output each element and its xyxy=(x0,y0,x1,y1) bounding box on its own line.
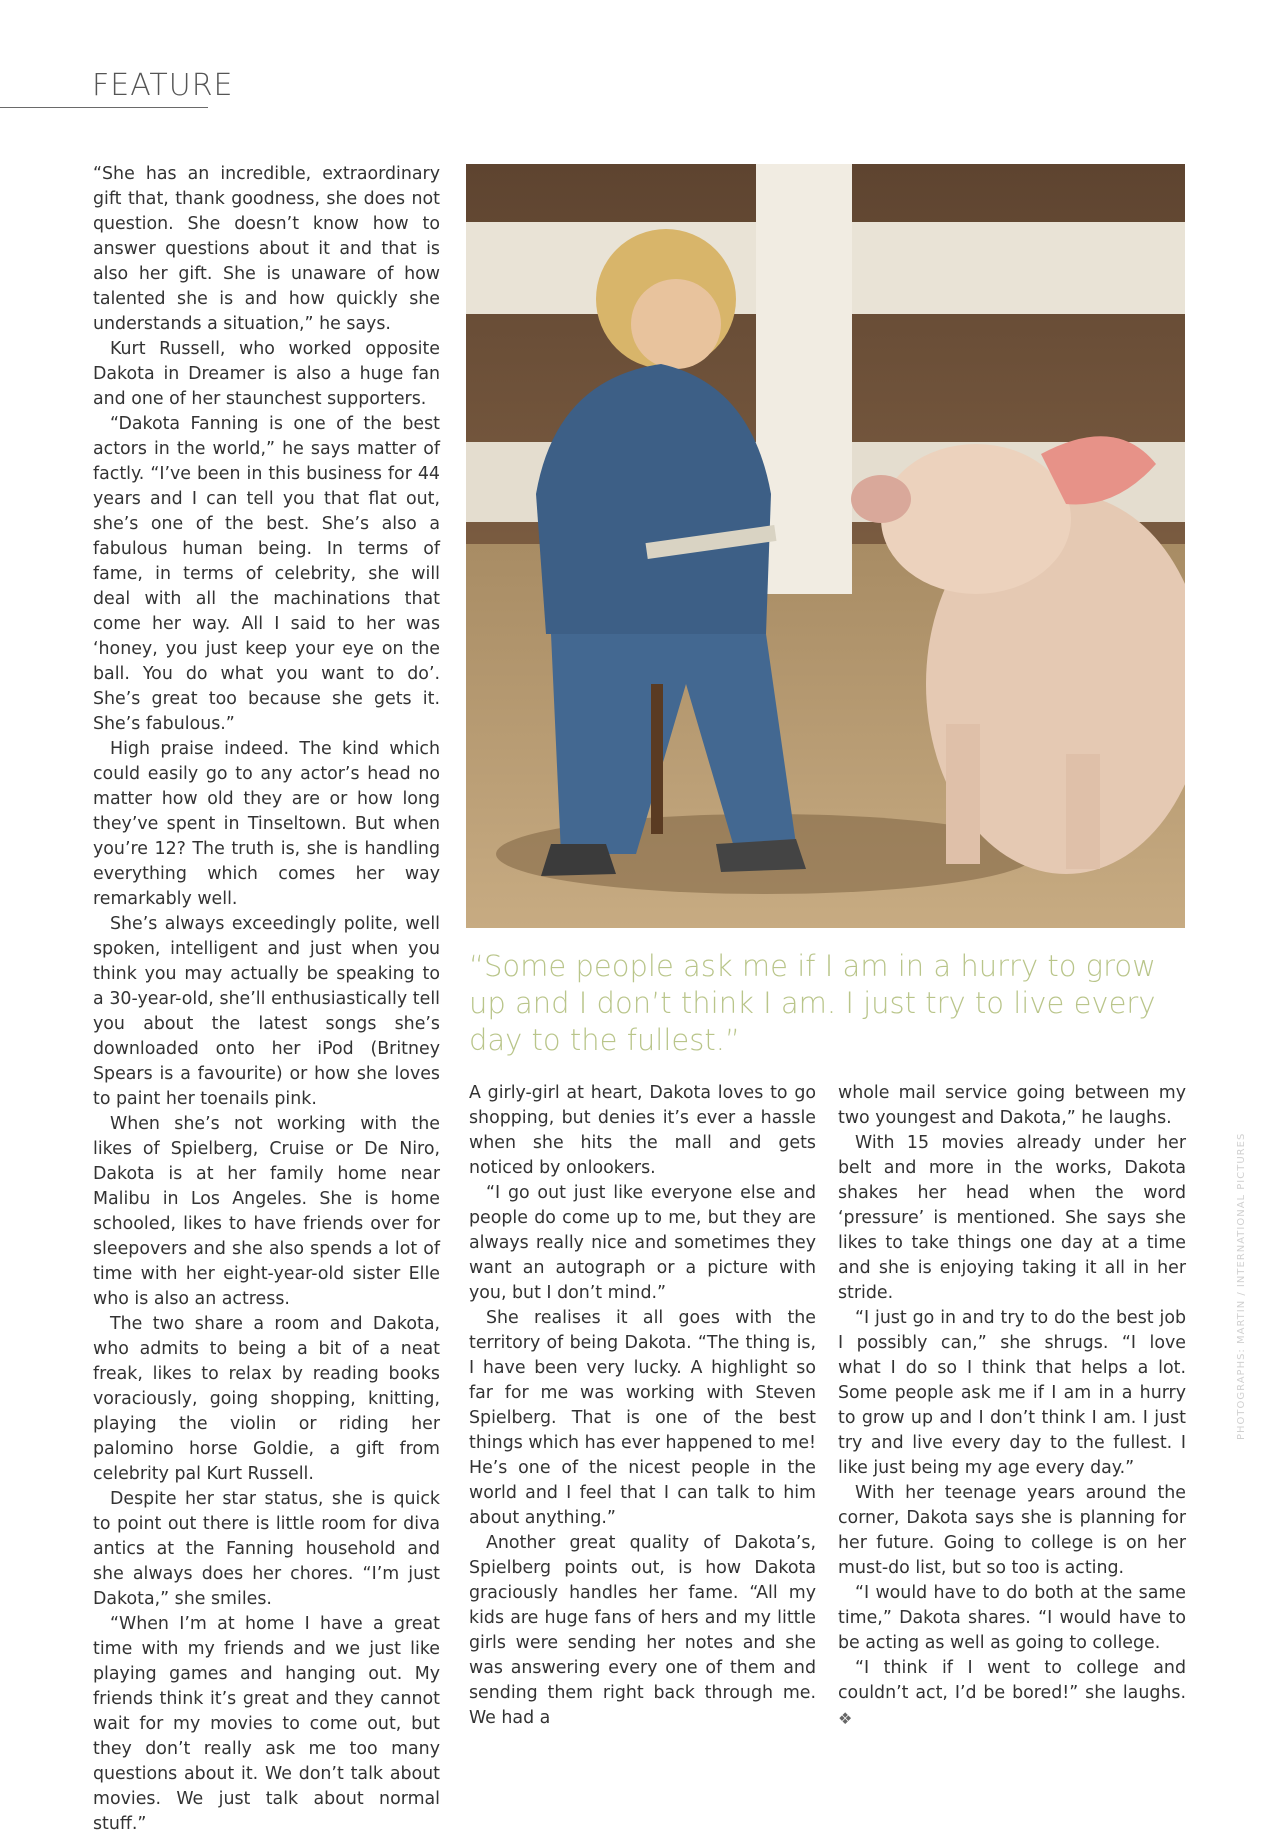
article-column-3 xyxy=(838,1081,1186,1732)
paragraph-text: “I think if I went to college and couldn’t act, I’d be bored!” she laughs. xyxy=(838,1658,1186,1703)
paragraph: With her teenage years around the corner, Dakota says she is planning for her future. Going to college is on her must-do list, but so too is acting. xyxy=(838,1483,1186,1578)
section-rule xyxy=(0,107,208,108)
paragraph: “I would have to do both at the same time,” Dakota shares. “I would have to be acting as well as going to college. xyxy=(838,1583,1186,1653)
section-label: FEATURE xyxy=(92,68,234,103)
paragraph: “Dakota Fanning is one of the best actors in the world,” he says matter of factly. “I’ve been in this business for 44 years and I can tell you that flat out, she’s one of the best. She’s also a fabulous human being. In terms of fame, in terms of celebrity, she will deal with all the machinations that come her way. All I said to her was ‘honey, you just keep your eye on the ball. You do what you want to do’. She’s great too because she gets it. She’s fabulous.” xyxy=(93,414,440,734)
article-column-2 xyxy=(469,1081,816,1731)
paragraph: Despite her star status, she is quick to point out there is little room for diva antics at the Fanning household and she always does her chores. “I’m just Dakota,” she smiles. xyxy=(93,1489,440,1609)
article-column-1 xyxy=(93,162,440,1837)
feature-photo xyxy=(466,164,1185,928)
paragraph: whole mail service going between my two youngest and Dakota,” he laughs. xyxy=(838,1083,1186,1128)
paragraph: Another great quality of Dakota’s, Spielberg points out, is how Dakota graciously handles her fame. “All my kids are huge fans of hers and my little girls were sending her notes and she was answering every one of them and sending them right back through me. We had a xyxy=(469,1533,816,1728)
paragraph: A girly-girl at heart, Dakota loves to go shopping, but denies it’s ever a hassle when she hits the mall and gets noticed by onlookers. xyxy=(469,1083,816,1178)
paragraph xyxy=(838,1656,1186,1732)
end-mark-icon: ❖ xyxy=(838,1709,853,1728)
pull-quote: “Some people ask me if I am in a hurry to grow up and I don’t think I am. I just try to live every day to the fullest.” xyxy=(469,949,1156,1057)
photo-credit: PHOTOGRAPHS: MARTIN / INTERNATIONAL PICTURES xyxy=(1236,1132,1247,1440)
paragraph: She’s always exceedingly polite, well spoken, intelligent and just when you think you may actually be speaking to a 30-year-old, she’ll enthusiastically tell you about the latest songs she’s downloaded onto her iPod (Britney Spears is a favourite) or how she loves to paint her toenails pink. xyxy=(93,914,440,1109)
paragraph: When she’s not working with the likes of Spielberg, Cruise or De Niro, Dakota is at her family home near Malibu in Los Angeles. She is home schooled, likes to have friends over for sleepovers and she also spends a lot of time with her eight-year-old sister Elle who is also an actress. xyxy=(93,1114,440,1309)
paragraph: The two share a room and Dakota, who admits to being a bit of a neat freak, likes to relax by reading books voraciously, going shopping, knitting, playing the violin or riding her palomino horse Goldie, a gift from celebrity pal Kurt Russell. xyxy=(93,1314,440,1484)
paragraph: “I go out just like everyone else and people do come up to me, but they are always really nice and sometimes they want an autograph or a picture with you, but I don’t mind.” xyxy=(469,1183,816,1303)
paragraph: She realises it all goes with the territory of being Dakota. “The thing is, I have been very lucky. A highlight so far for me was working with Steven Spielberg. That is one of the best things which has ever happened to me! He’s one of the nicest people in the world and I feel that I can talk to him about anything.” xyxy=(469,1308,816,1528)
paragraph: “I just go in and try to do the best job I possibly can,” she shrugs. “I love what I do so I think that helps a lot. Some people ask me if I am in a hurry to grow up and I don’t think I am. I just try and live every day to the fullest. I like just being my age every day.” xyxy=(838,1308,1186,1478)
girl-with-pig-illustration xyxy=(466,164,1185,928)
paragraph: Kurt Russell, who worked opposite Dakota in Dreamer is also a huge fan and one of her staunchest supporters. xyxy=(93,339,440,409)
paragraph: “When I’m at home I have a great time with my friends and we just like playing games and hanging out. My friends think it’s great and they cannot wait for my movies to come out, but they don’t really ask me too many questions about it. We don’t talk about movies. We just talk about normal stuff.” xyxy=(93,1614,440,1834)
paragraph: “She has an incredible, extraordinary gift that, thank goodness, she does not question. She doesn’t know how to answer questions about it and that is also her gift. She is unaware of how talented she is and how quickly she understands a situation,” he says. xyxy=(93,164,440,334)
paragraph: High praise indeed. The kind which could easily go to any actor’s head no matter how old they are or how long they’ve spent in Tinseltown. But when you’re 12? The truth is, she is handling everything which comes her way remarkably well. xyxy=(93,739,440,909)
paragraph: With 15 movies already under her belt and more in the works, Dakota shakes her head when the word ‘pressure’ is mentioned. She says she likes to take things one day at a time and she is enjoying taking it all in her stride. xyxy=(838,1133,1186,1303)
